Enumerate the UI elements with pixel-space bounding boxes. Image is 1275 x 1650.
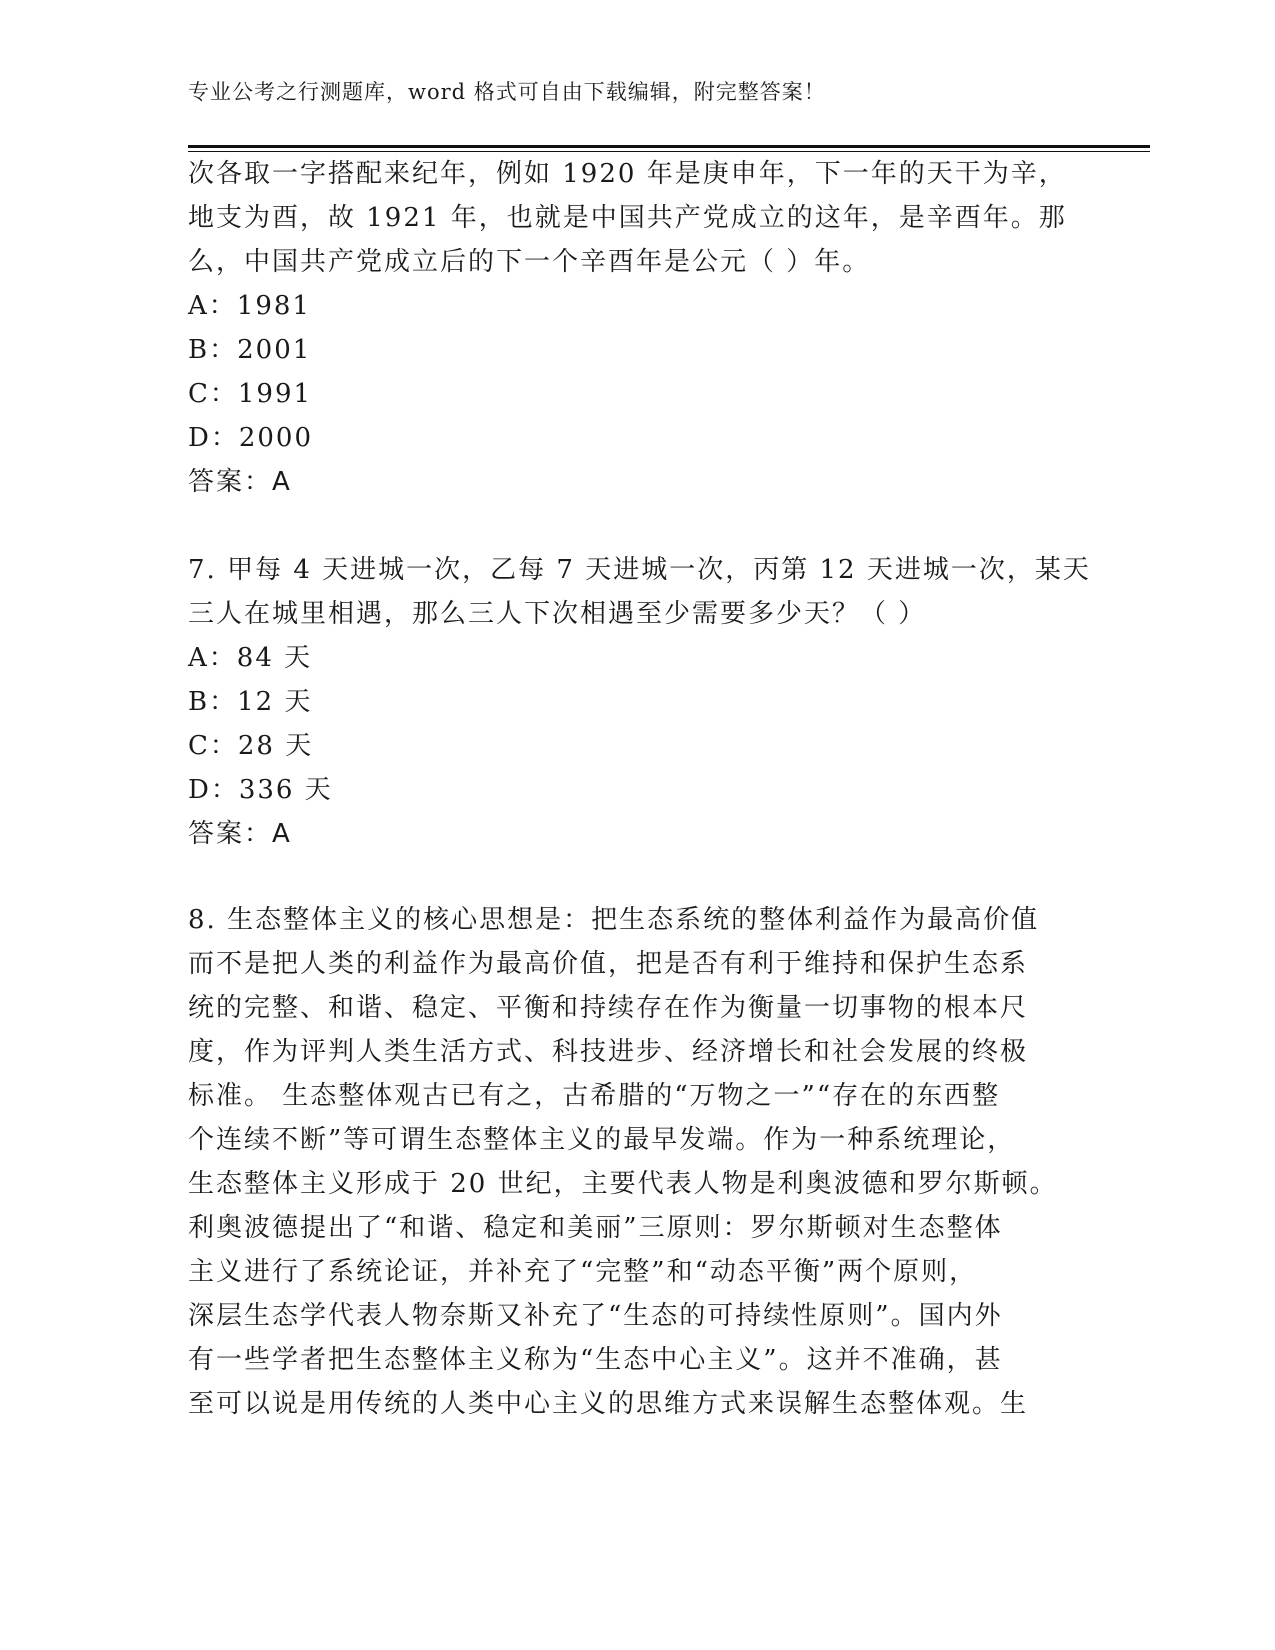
q8-text-line-6: 个连续不断”等可谓生态整体主义的最早发端。作为一种系统理论， (188, 1125, 1016, 1155)
page-header: 专业公考之行测题库，word 格式可自由下载编辑，附完整答案！ (188, 80, 826, 104)
q7-option-d: D：336 天 (188, 775, 333, 805)
q7-option-c: C：28 天 (188, 731, 314, 761)
header-rule-thin (188, 151, 1150, 152)
q8-text-line-5: 标准。 生态整体观古已有之，古希腊的“万物之一”“存在的东西整 (188, 1081, 1001, 1111)
q8-text-line-12: 至可以说是用传统的人类中心主义的思维方式来误解生态整体观。生 (188, 1389, 1029, 1419)
q8-text-line-9: 主义进行了系统论证，并补充了“完整”和“动态平衡”两个原则， (188, 1257, 978, 1287)
header-rule-thick (188, 145, 1150, 148)
q7-text-line-1: 7. 甲每 4 天进城一次，乙每 7 天进城一次，丙第 12 天进城一次，某天 (188, 555, 1091, 585)
q6-text-line-2: 地支为酉，故 1921 年，也就是中国共产党成立的这年，是辛酉年。那 (188, 203, 1067, 233)
q7-answer: 答案：A (188, 819, 292, 849)
q8-text-line-4: 度，作为评判人类生活方式、科技进步、经济增长和社会发展的终极 (188, 1037, 1029, 1067)
q8-text-line-11: 有一些学者把生态整体主义称为“生态中心主义”。这并不准确，甚 (188, 1345, 1003, 1375)
q6-option-b: B：2001 (188, 335, 312, 365)
q7-text-line-2: 三人在城里相遇，那么三人下次相遇至少需要多少天？（ ） (188, 599, 927, 629)
q7-option-b: B：12 天 (188, 687, 313, 717)
q8-text-line-7: 生态整体主义形成于 20 世纪，主要代表人物是利奥波德和罗尔斯顿。 (188, 1169, 1058, 1199)
q6-option-a: A：1981 (188, 291, 311, 321)
q7-option-a: A：84 天 (188, 643, 313, 673)
q8-text-line-1: 8. 生态整体主义的核心思想是：把生态系统的整体利益作为最高价值 (188, 905, 1040, 935)
q6-text-line-3: 么，中国共产党成立后的下一个辛酉年是公元（ ）年。 (188, 247, 871, 277)
q6-option-c: C：1991 (188, 379, 313, 409)
q8-text-line-3: 统的完整、和谐、稳定、平衡和持续存在作为衡量一切事物的根本尺 (188, 993, 1029, 1023)
q6-text-line-1: 次各取一字搭配来纪年，例如 1920 年是庚申年，下一年的天干为辛， (188, 159, 1067, 189)
q6-answer: 答案：A (188, 467, 292, 497)
q8-text-line-2: 而不是把人类的利益作为最高价值，把是否有利于维持和保护生态系 (188, 949, 1029, 979)
q8-text-line-8: 利奥波德提出了“和谐、稳定和美丽”三原则：罗尔斯顿对生态整体 (188, 1213, 1003, 1243)
q8-text-line-10: 深层生态学代表人物奈斯又补充了“生态的可持续性原则”。国内外 (188, 1301, 1003, 1331)
q6-option-d: D：2000 (188, 423, 314, 453)
